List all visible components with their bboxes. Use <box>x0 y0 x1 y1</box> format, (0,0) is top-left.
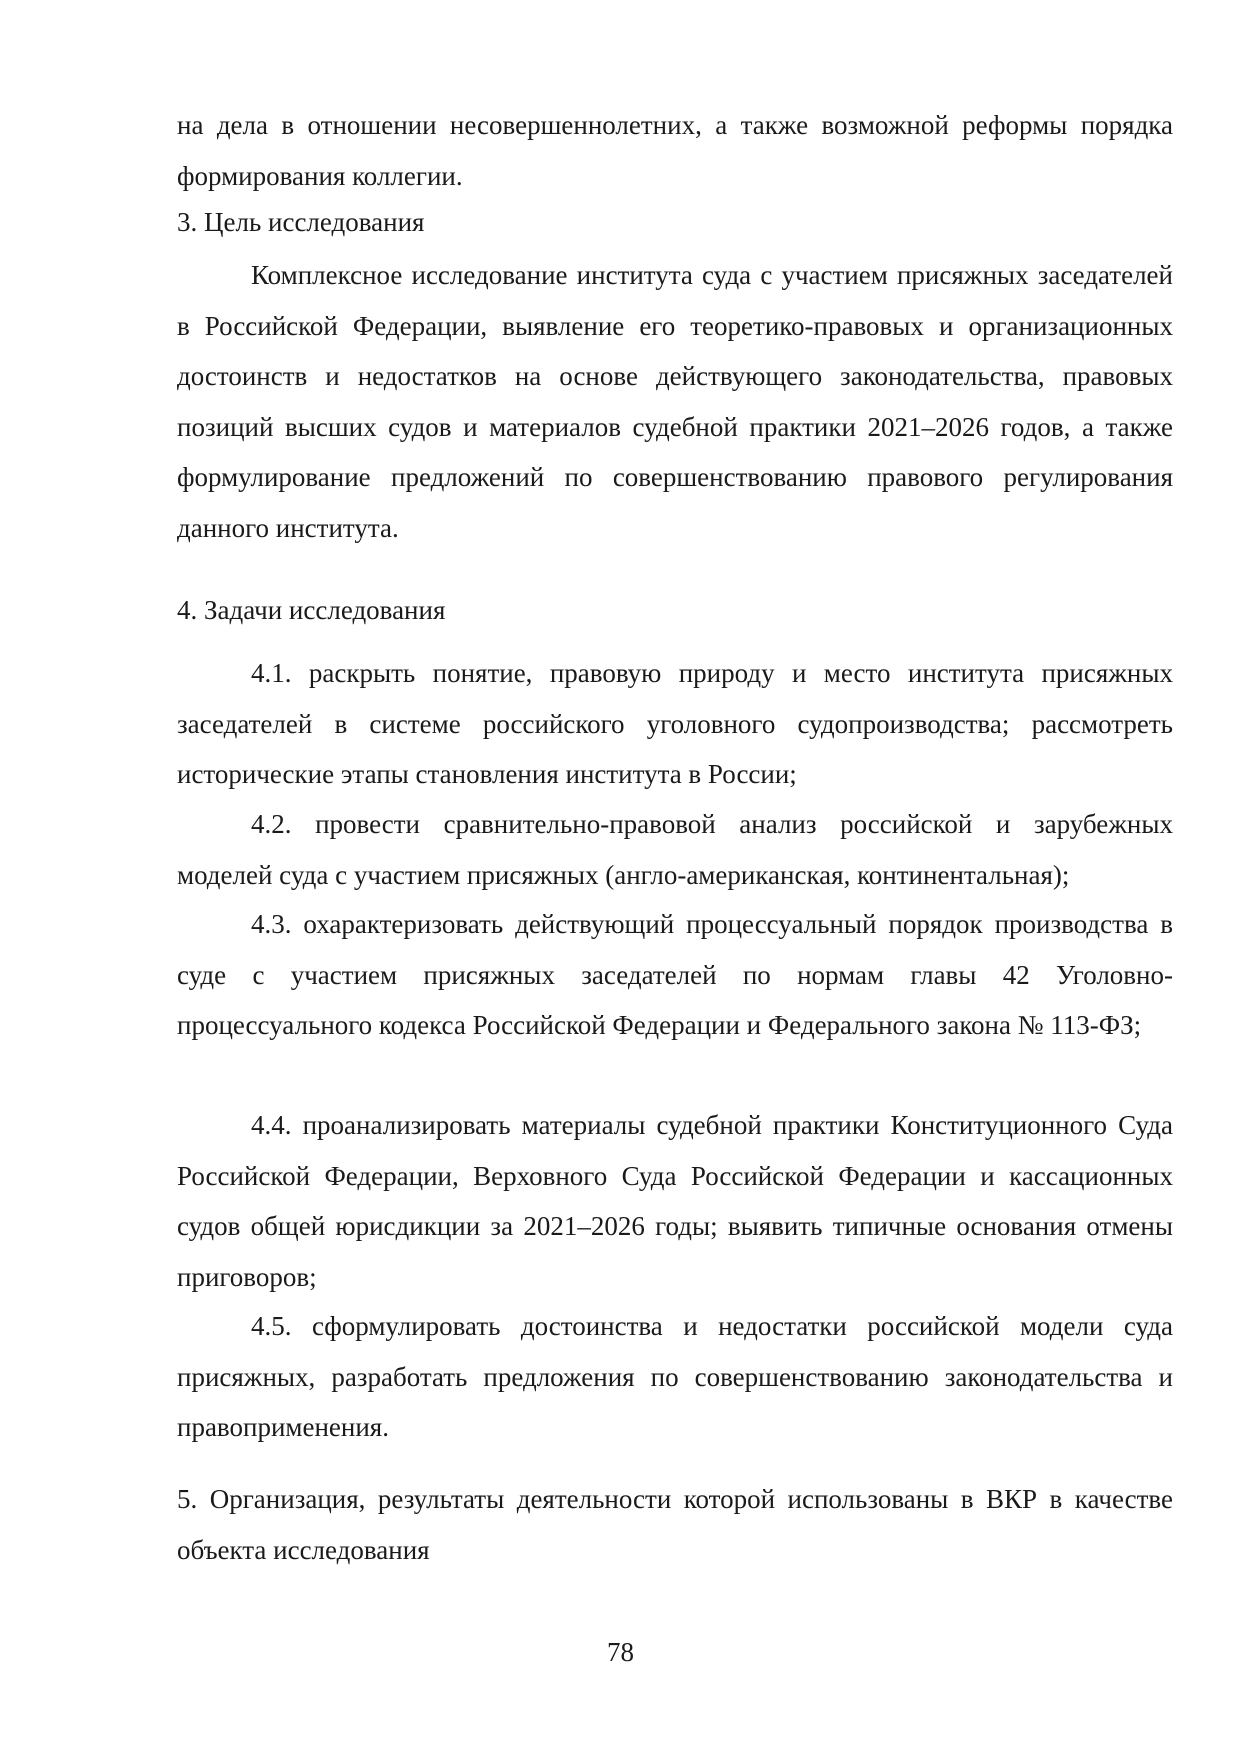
task-item-4-1: 4.1. раскрыть понятие, правовую природу и место института присяжных заседателей в системе российского уголовного судопроизводства; рассмотреть исторические этапы становления института в России; <box>177 658 1173 789</box>
section-3-paragraph: Комплексное исследование института суда с участием присяжных заседателей в Российской Федерации, выявление его теоретико-правовых и организационных достоинств и недостатков на основе действующего законодательства, правовых позиций высших судов и материалов судебной практики 2021–2026 годов, а также формулирование предложений по совершенствованию правового регулирования данного института. <box>177 260 1173 543</box>
task-item-4-2: 4.2. провести сравнительно-правовой анализ российской и зарубежных моделей суда с участием присяжных (англо-американская, континентальная); <box>177 809 1173 890</box>
task-item-4-5: 4.5. сформулировать достоинства и недостатки российской модели суда присяжных, разработать предложения по совершенствованию законодательства и правоприменения. <box>177 1311 1173 1442</box>
section-5-heading: 5. Организация, результаты деятельности которой использованы в ВКР в качестве объекта исследования <box>177 1484 1173 1565</box>
task-item-4-3: 4.3. охарактеризовать действующий процессуальный порядок производства в суде с участием присяжных заседателей по нормам главы 42 Уголовно-процессуального кодекса Российской Федерации и Федерального закона № 113-ФЗ; <box>177 909 1173 1040</box>
task-item-4-4: 4.4. проанализировать материалы судебной практики Конституционного Суда Российской Федерации, Верховного Суда Российской Федерации и кассационных судов общей юрисдикции за 2021–2026 годы; выявить типичные основания отмены приговоров; <box>177 1110 1173 1292</box>
page-number: 78 <box>607 1637 634 1667</box>
section-4-heading: 4. Задачи исследования <box>177 595 446 625</box>
continuation-paragraph: на дела в отношении несовершеннолетних, а также возможной реформы порядка формирования коллегии. <box>177 110 1173 191</box>
section-3-heading: 3. Цель исследования <box>177 207 425 237</box>
